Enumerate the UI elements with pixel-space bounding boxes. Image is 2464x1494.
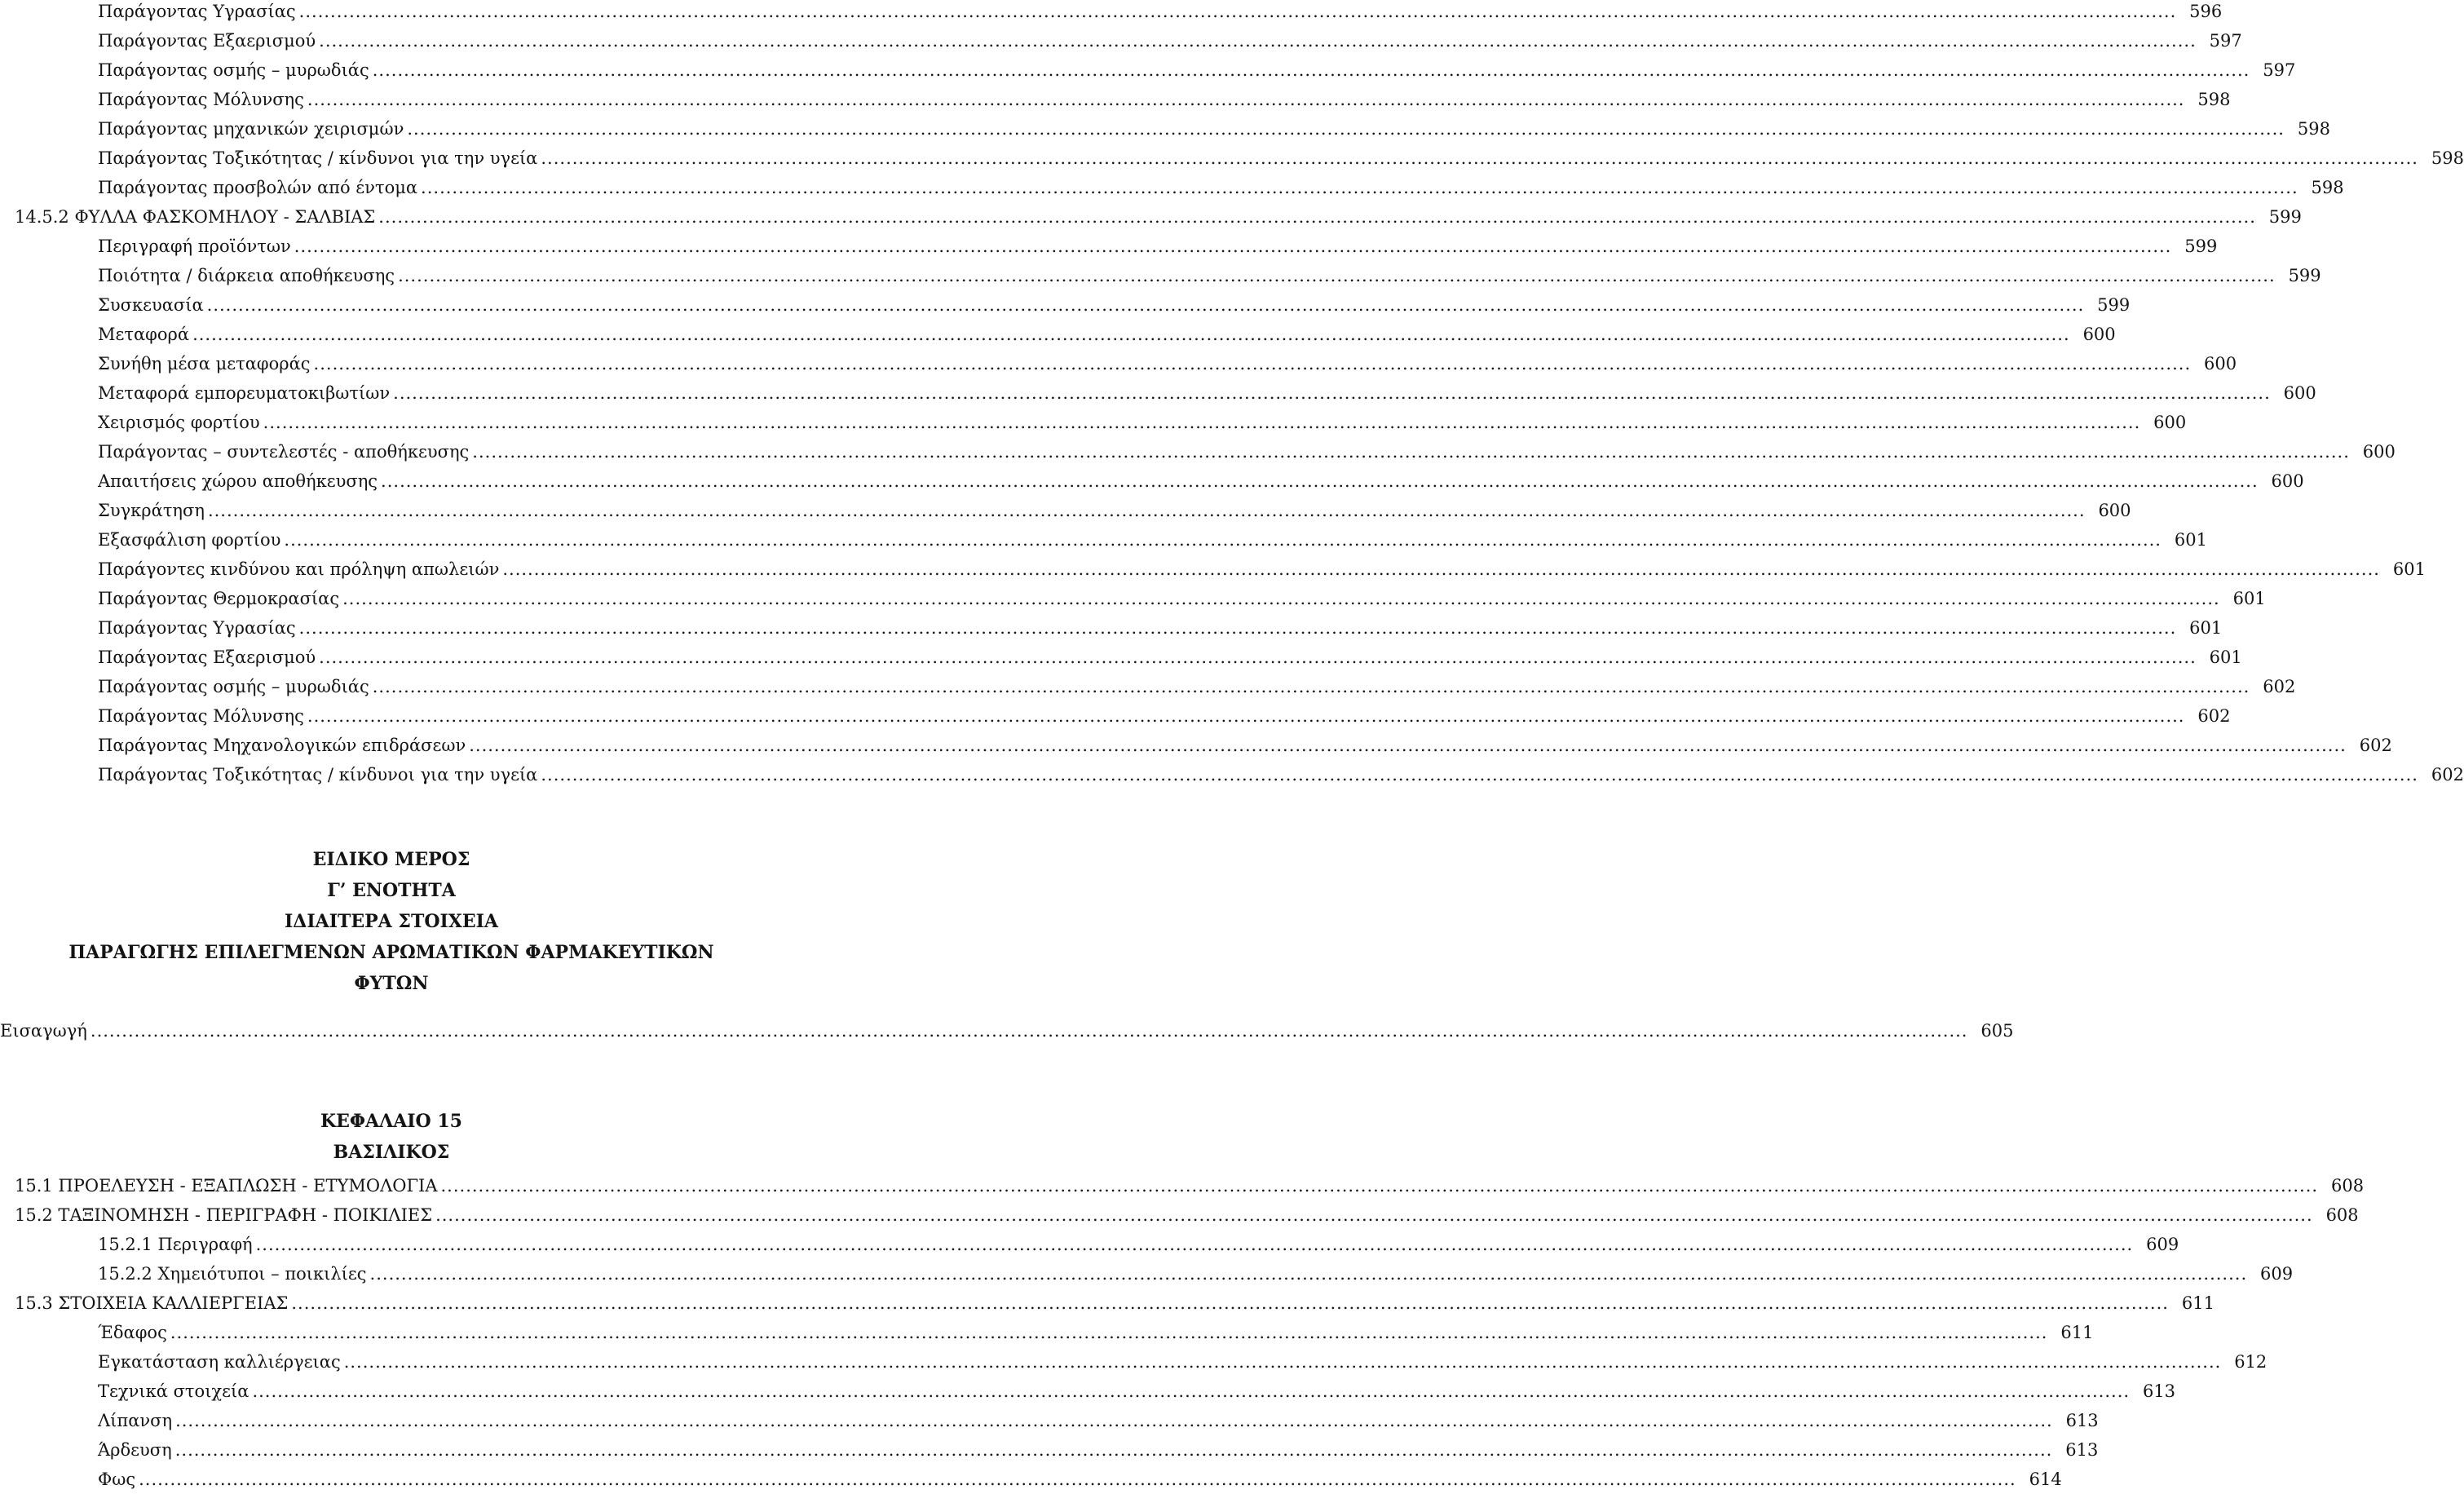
toc-entry-text: Παράγοντας – συντελεστές - αποθήκευσης bbox=[98, 442, 470, 462]
toc-entry[interactable] bbox=[0, 320, 2116, 349]
toc-entry[interactable] bbox=[0, 613, 2223, 643]
special-section-line-1: ΕΙΔΙΚΟ ΜΕΡΟΣ bbox=[312, 849, 470, 870]
toc-page-number: 600 bbox=[2153, 413, 2187, 432]
toc-entry-text: Παράγοντας προσβολών από έντομα bbox=[98, 178, 418, 197]
dot-leader: ............................................................................................................................................................................................................................................................................................................ bbox=[284, 530, 2162, 550]
toc-entry-text: Συνήθη μέσα μεταφοράς bbox=[98, 354, 311, 374]
dot-leader: ............................................................................................................................................................................................................................................................................................................ bbox=[398, 266, 2276, 285]
dot-leader: ............................................................................................................................................................................................................................................................................................................ bbox=[343, 1352, 2222, 1372]
toc-entry-text: Μεταφορά εμπορευματοκιβωτίων bbox=[98, 383, 391, 403]
toc-page-number: 598 bbox=[2311, 178, 2344, 197]
toc-page-number: 602 bbox=[2263, 677, 2296, 696]
toc-page-number: 597 bbox=[2263, 60, 2296, 80]
toc-bottom-block bbox=[0, 1171, 2365, 1494]
toc-entry[interactable] bbox=[0, 26, 2242, 55]
dot-leader: ............................................................................................................................................................................................................................................................................................................ bbox=[207, 501, 2086, 520]
toc-entry-text: Χειρισμός φορτίου bbox=[98, 413, 260, 432]
toc-page-number: 596 bbox=[2189, 2, 2223, 21]
toc-entry[interactable] bbox=[0, 114, 2330, 144]
toc-entry[interactable] bbox=[0, 1318, 2094, 1347]
dot-leader: ............................................................................................................................................................................................................................................................................................................ bbox=[206, 295, 2085, 315]
toc-page-number: 602 bbox=[2197, 706, 2231, 726]
dot-leader: ............................................................................................................................................................................................................................................................................................................ bbox=[342, 589, 2220, 608]
toc-page-number: 602 bbox=[2431, 765, 2464, 785]
special-section-line-5: ΦΥΤΩΝ bbox=[354, 973, 429, 994]
toc-entry-text: Τεχνικά στοιχεία bbox=[98, 1381, 249, 1401]
dot-leader: ............................................................................................................................................................................................................................................................................................................ bbox=[90, 1021, 1968, 1041]
toc-entry[interactable] bbox=[0, 731, 2392, 760]
toc-page-number: 599 bbox=[2268, 207, 2302, 227]
toc-entry[interactable] bbox=[0, 202, 2302, 232]
toc-page-number: 613 bbox=[2065, 1440, 2099, 1460]
toc-page-number: 608 bbox=[2325, 1205, 2359, 1225]
toc-entry-text: Παράγοντας Υγρασίας bbox=[98, 2, 296, 21]
chapter-subtitle: ΒΑΣΙΛΙΚΟΣ bbox=[333, 1142, 450, 1163]
toc-entry[interactable] bbox=[0, 85, 2231, 114]
special-section-line-4: ΠΑΡΑΓΩΓΗΣ ΕΠΙΛΕΓΜΕΝΩΝ ΑΡΩΜΑΤΙΚΩΝ ΦΑΡΜΑΚΕΥΤΙΚΩΝ bbox=[68, 942, 714, 963]
toc-page-number: 601 bbox=[2189, 618, 2223, 638]
toc-page-number: 605 bbox=[1980, 1021, 2014, 1041]
toc-page-number: 599 bbox=[2288, 266, 2321, 285]
special-section-line-2: Γ’ ΕΝΟΤΗΤΑ bbox=[327, 880, 456, 901]
toc-entry[interactable] bbox=[0, 525, 2207, 555]
toc-entry-text: Παράγοντας Μόλυνσης bbox=[98, 706, 304, 726]
chapter-title: ΚΕΦΑΛΑΙΟ 15 bbox=[320, 1111, 462, 1132]
toc-entry-text: Παράγοντας Εξαερισμού bbox=[98, 31, 316, 51]
dot-leader: ............................................................................................................................................................................................................................................................................................................ bbox=[298, 618, 2177, 638]
toc-entry[interactable] bbox=[0, 1200, 2359, 1230]
toc-entry-text: Παράγοντας Τοξικότητας / κίνδυνοι για την υγεία bbox=[98, 148, 538, 168]
toc-page-number: 612 bbox=[2234, 1352, 2267, 1372]
toc-page-number: 600 bbox=[2283, 383, 2316, 403]
dot-leader: ............................................................................................................................................................................................................................................................................................................ bbox=[263, 413, 2141, 432]
toc-page-number: 614 bbox=[2029, 1470, 2062, 1489]
toc-entry[interactable] bbox=[0, 261, 2321, 290]
toc-page-number: 601 bbox=[2392, 559, 2426, 579]
toc-entry-text: Άρδευση bbox=[98, 1440, 172, 1460]
special-section-line-3: ΙΔΙΑΙΤΕΡΑ ΣΤΟΙΧΕΙΑ bbox=[284, 911, 498, 932]
toc-entry[interactable] bbox=[0, 584, 2266, 613]
toc-page-number: 599 bbox=[2184, 236, 2218, 256]
toc-entry-text: Συγκράτηση bbox=[98, 501, 205, 520]
toc-entry-text: Λίπανση bbox=[98, 1411, 173, 1430]
toc-entry-intro[interactable] bbox=[0, 1016, 2014, 1045]
toc-entry[interactable] bbox=[0, 1259, 2294, 1288]
toc-entry-text: Παράγοντας Εξαερισμού bbox=[98, 648, 316, 667]
toc-page-number: 611 bbox=[2060, 1323, 2094, 1342]
toc-entry-text: Εγκατάσταση καλλιέργειας bbox=[98, 1352, 341, 1372]
toc-entry-text: 15.2 ΤΑΞΙΝΟΜΗΣΗ - ΠΕΡΙΓΡΑΦΗ - ΠΟΙΚΙΛΙΕΣ bbox=[15, 1205, 433, 1225]
toc-entry-text: Παράγοντας Μόλυνσης bbox=[98, 90, 304, 109]
toc-entry-text: Απαιτήσεις χώρου αποθήκευσης bbox=[98, 471, 378, 491]
toc-entry[interactable] bbox=[0, 408, 2187, 437]
toc-entry[interactable] bbox=[0, 437, 2396, 466]
toc-page-number: 600 bbox=[2098, 501, 2131, 520]
toc-entry-text: Περιγραφή προϊόντων bbox=[98, 236, 291, 256]
toc-entry-text: Παράγοντες κινδύνου και πρόληψη απωλειών bbox=[98, 559, 500, 579]
dot-leader: ............................................................................................................................................................................................................................................................................................................ bbox=[502, 559, 2380, 579]
toc-entry[interactable] bbox=[0, 1230, 2179, 1259]
toc-entry[interactable] bbox=[0, 290, 2131, 320]
toc-entry-text: Ποιότητα / διάρκεια αποθήκευσης bbox=[98, 266, 395, 285]
toc-entry-text: Συσκευασία bbox=[98, 295, 204, 315]
toc-entry-text: Παράγοντας Υγρασίας bbox=[98, 618, 296, 638]
toc-entry[interactable] bbox=[0, 1288, 2215, 1318]
toc-page-number: 611 bbox=[2181, 1293, 2215, 1313]
toc-entry[interactable] bbox=[0, 1377, 2176, 1406]
toc-page-number: 609 bbox=[2146, 1235, 2179, 1254]
toc-entry[interactable] bbox=[0, 0, 2223, 26]
toc-page-number: 598 bbox=[2431, 148, 2464, 168]
toc-page-number: 613 bbox=[2142, 1381, 2176, 1401]
toc-entry-text: Παράγοντας οσμής – μυρωδιάς bbox=[98, 677, 369, 696]
toc-page-number: 600 bbox=[2362, 442, 2396, 462]
toc-entry-text: Παράγοντας Μηχανολογικών επιδράσεων bbox=[98, 736, 466, 755]
toc-page-number: 598 bbox=[2297, 119, 2330, 139]
toc-entry[interactable] bbox=[0, 760, 2464, 789]
toc-page-number: 601 bbox=[2232, 589, 2266, 608]
dot-leader: ............................................................................................................................................................................................................................................................................................................ bbox=[369, 1264, 2248, 1284]
toc-page-number: 601 bbox=[2174, 530, 2207, 550]
toc-entry[interactable] bbox=[0, 672, 2296, 701]
dot-leader: ............................................................................................................................................................................................................................................................................................................ bbox=[294, 236, 2172, 256]
dot-leader: ............................................................................................................................................................................................................................................................................................................ bbox=[435, 1205, 2313, 1225]
dot-leader: ............................................................................................................................................................................................................................................................................................................ bbox=[307, 706, 2185, 726]
toc-entry[interactable] bbox=[0, 701, 2231, 731]
dot-leader: ............................................................................................................................................................................................................................................................................................................ bbox=[378, 207, 2256, 227]
toc-entry-text: Μεταφορά bbox=[98, 325, 190, 344]
toc-entry-text: Έδαφος bbox=[98, 1323, 167, 1342]
toc-entry-text: Παράγοντας οσμής – μυρωδιάς bbox=[98, 60, 369, 80]
dot-leader: ............................................................................................................................................................................................................................................................................................................ bbox=[170, 1323, 2048, 1342]
dot-leader: ............................................................................................................................................................................................................................................................................................................ bbox=[252, 1381, 2131, 1401]
toc-page-number: 600 bbox=[2082, 325, 2116, 344]
toc-page-number: 599 bbox=[2097, 295, 2131, 315]
toc-page-number: 600 bbox=[2204, 354, 2237, 374]
toc-entry[interactable] bbox=[0, 1465, 2062, 1494]
dot-leader: ............................................................................................................................................................................................................................................................................................................ bbox=[174, 1440, 2053, 1460]
dot-leader: ............................................................................................................................................................................................................................................................................................................ bbox=[393, 383, 2271, 403]
toc-page-number: 609 bbox=[2260, 1264, 2294, 1284]
dot-leader: ............................................................................................................................................................................................................................................................................................................ bbox=[319, 31, 2197, 51]
toc-entry[interactable] bbox=[0, 1406, 2099, 1435]
toc-page-number: 613 bbox=[2065, 1411, 2099, 1430]
toc-entry-text: Εξασφάλιση φορτίου bbox=[98, 530, 281, 550]
toc-entry-text: 15.2.1 Περιγραφή bbox=[98, 1235, 253, 1254]
toc-entry[interactable] bbox=[0, 144, 2464, 173]
toc-entry[interactable] bbox=[0, 1347, 2267, 1377]
toc-entry-text: 15.3 ΣΤΟΙΧΕΙΑ ΚΑΛΛΙΕΡΓΕΙΑΣ bbox=[15, 1293, 289, 1313]
dot-leader: ............................................................................................................................................................................................................................................................................................................ bbox=[192, 325, 2070, 344]
toc-entry[interactable] bbox=[0, 378, 2316, 408]
dot-leader: ............................................................................................................................................................................................................................................................................................................ bbox=[298, 2, 2177, 21]
dot-leader: ............................................................................................................................................................................................................................................................................................................ bbox=[421, 178, 2298, 197]
toc-entry-text: 15.1 ΠΡΟΕΛΕΥΣΗ - ΕΞΑΠΛΩΣΗ - ΕΤΥΜΟΛΟΓΙΑ bbox=[15, 1176, 438, 1196]
toc-page-number: 602 bbox=[2359, 736, 2392, 755]
dot-leader: ............................................................................................................................................................................................................................................................................................................ bbox=[372, 677, 2250, 696]
toc-entry-text: Παράγοντας Τοξικότητας / κίνδυνοι για την υγεία bbox=[98, 765, 538, 785]
dot-leader: ............................................................................................................................................................................................................................................................................................................ bbox=[440, 1176, 2319, 1196]
toc-entry[interactable] bbox=[0, 55, 2296, 85]
toc-entry[interactable] bbox=[0, 1171, 2365, 1200]
toc-entry-text: Φως bbox=[98, 1470, 136, 1489]
dot-leader: ............................................................................................................................................................................................................................................................................................................ bbox=[407, 119, 2285, 139]
dot-leader: ............................................................................................................................................................................................................................................................................................................ bbox=[139, 1470, 2016, 1489]
toc-entry[interactable] bbox=[0, 466, 2304, 496]
toc-page-number: 598 bbox=[2197, 90, 2231, 109]
toc-entry[interactable] bbox=[0, 643, 2242, 672]
dot-leader: ............................................................................................................................................................................................................................................................................................................ bbox=[255, 1235, 2134, 1254]
dot-leader: ............................................................................................................................................................................................................................................................................................................ bbox=[175, 1411, 2053, 1430]
dot-leader: ............................................................................................................................................................................................................................................................................................................ bbox=[291, 1293, 2169, 1313]
dot-leader: ............................................................................................................................................................................................................................................................................................................ bbox=[307, 90, 2185, 109]
toc-entry[interactable] bbox=[0, 496, 2131, 525]
toc-entry[interactable] bbox=[0, 349, 2237, 378]
dot-leader: ............................................................................................................................................................................................................................................................................................................ bbox=[469, 736, 2347, 755]
dot-leader: ............................................................................................................................................................................................................................................................................................................ bbox=[472, 442, 2350, 462]
toc-entry-text: 15.2.2 Χημειότυποι – ποικιλίες bbox=[98, 1264, 367, 1284]
toc-entry-text: Παράγοντας μηχανικών χειρισμών bbox=[98, 119, 404, 139]
toc-entry-text: 14.5.2 ΦΥΛΛΑ ΦΑΣΚΟΜΗΛΟΥ - ΣΑΛΒΙΑΣ bbox=[15, 207, 376, 227]
dot-leader: ............................................................................................................................................................................................................................................................................................................ bbox=[313, 354, 2192, 374]
toc-entry[interactable] bbox=[0, 555, 2426, 584]
toc-page-number: 601 bbox=[2209, 648, 2242, 667]
toc-entry[interactable] bbox=[0, 173, 2344, 202]
dot-leader: ............................................................................................................................................................................................................................................................................................................ bbox=[372, 60, 2250, 80]
dot-leader: ............................................................................................................................................................................................................................................................................................................ bbox=[541, 148, 2418, 168]
dot-leader: ............................................................................................................................................................................................................................................................................................................ bbox=[381, 471, 2259, 491]
toc-page-number: 608 bbox=[2331, 1176, 2365, 1196]
toc-page-number: 600 bbox=[2271, 471, 2304, 491]
toc-page-number: 597 bbox=[2209, 31, 2242, 51]
toc-entry[interactable] bbox=[0, 232, 2218, 261]
toc-entry[interactable] bbox=[0, 1435, 2099, 1465]
toc-entry-text: Παράγοντας Θερμοκρασίας bbox=[98, 589, 340, 608]
dot-leader: ............................................................................................................................................................................................................................................................................................................ bbox=[319, 648, 2197, 667]
dot-leader: ............................................................................................................................................................................................................................................................................................................ bbox=[541, 765, 2418, 785]
toc-entry-text: Εισαγωγή bbox=[0, 1021, 87, 1041]
